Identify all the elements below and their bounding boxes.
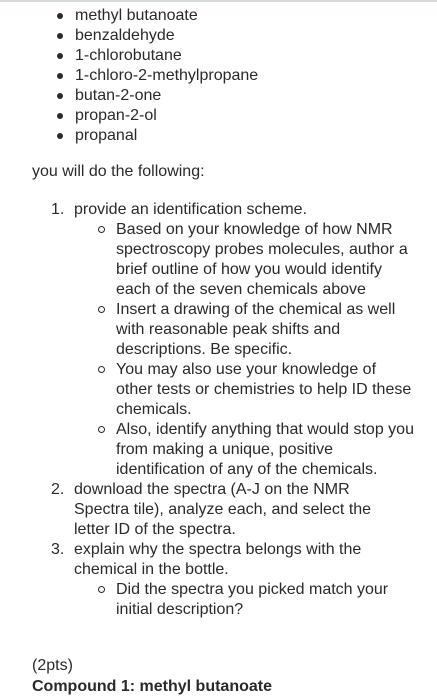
bullet-icon [57,13,63,19]
chemical-name: propanal [75,127,138,144]
step-number: 1. [51,201,65,218]
list-item [0,126,258,146]
top-divider [0,0,437,2]
bullet-icon [57,133,63,139]
hollow-bullet-icon [98,586,105,593]
hollow-bullet-icon [98,226,105,233]
step-number: 3. [51,541,65,558]
sub-item-text: Insert a drawing of the chemical as well with reasonable peak shifts and descriptions. Be specific. [116,301,396,358]
step-text: download the spectra (A-J on the NMR Spectra tile), analyze each, and select the letter ID of the spectra. [74,481,372,538]
list-item [0,86,258,106]
sub-item [74,360,416,420]
bullet-icon [57,113,63,119]
step-item [0,480,394,540]
list-item [0,46,258,66]
step-text: provide an identification scheme. [74,201,308,218]
list-item [0,66,258,86]
chemical-name: 1-chlorobutane [75,47,182,64]
steps-list [0,200,437,620]
sub-item-text: Based on your knowledge of how NMR spectroscopy probes molecules, author a brief outline of how you would identify each of the seven chemicals above [116,221,408,298]
compound-heading: Compound 1: methyl butanoate [32,678,272,695]
sub-item [74,580,416,620]
instructions-intro: you will do the following: [32,163,205,180]
list-item [0,106,258,126]
sub-list [74,580,394,620]
sub-item [74,300,416,360]
chemical-name: 1-chloro-2-methylpropane [75,67,259,84]
sub-item-text: Did the spectra you picked match your initial description? [116,581,389,618]
chemical-name: propan-2-ol [75,107,157,124]
chemical-name: methyl butanoate [75,7,198,24]
chemical-name: butan-2-one [75,87,162,104]
sub-item-text: You may also use your knowledge of other tests or chemistries to help ID these chemicals. [116,361,412,418]
bullet-icon [57,93,63,99]
list-item [0,26,258,46]
sub-item [74,220,416,300]
step-item [0,200,414,480]
hollow-bullet-icon [98,366,105,373]
step-item [0,540,394,620]
bullet-icon [57,53,63,59]
list-item [0,6,258,26]
step-text: explain why the spectra belongs with the chemical in the bottle. [74,541,362,578]
bullet-icon [57,33,63,39]
chemical-list [0,6,258,146]
hollow-bullet-icon [98,306,105,313]
sub-list [74,220,414,480]
sub-item [74,420,416,480]
chemical-name: benzaldehyde [75,27,175,44]
sub-item-text: Also, identify anything that would stop you from making a unique, positive identification of any of the chemicals. [116,421,414,478]
step-number: 2. [51,481,65,498]
hollow-bullet-icon [98,426,105,433]
bullet-icon [57,73,63,79]
points-label: (2pts) [32,657,73,674]
